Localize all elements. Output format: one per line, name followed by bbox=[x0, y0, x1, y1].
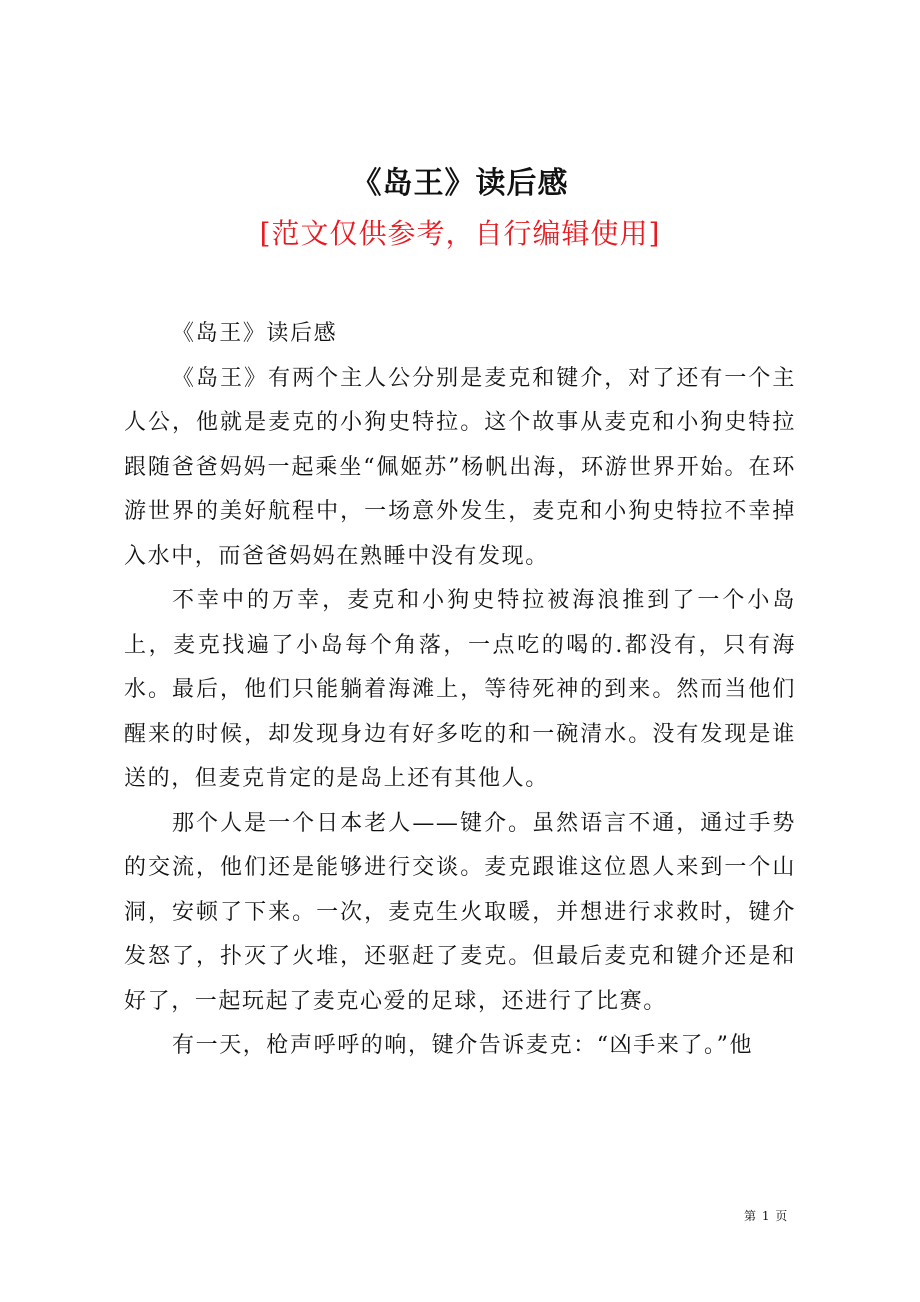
document-subtitle: [范文仅供参考，自行编辑使用] bbox=[259, 217, 661, 250]
paragraph: 《岛王》有两个主人公分别是麦克和键介，对了还有一个主人公，他就是麦克的小狗史特拉。这个故事从麦克和小狗史特拉跟随爸爸妈妈一起乘坐“佩姬苏”杨帆出海，环游世界开始。在环游世界的美好航程中，一场意外发生，麦克和小狗史特拉不幸掉入水中，而爸爸妈妈在熟睡中没有发现。 bbox=[124, 365, 796, 569]
document-title: 《岛王》读后感 bbox=[351, 166, 569, 201]
paragraph: 不幸中的万幸，麦克和小狗史特拉被海浪推到了一个小岛上，麦克找遍了小岛每个角落，一点吃的喝的.都没有，只有海水。最后，他们只能躺着海滩上，等待死神的到来。然而当他们醒来的时候，却发现身边有好多吃的和一碗清水。没有发现是谁送的，但麦克肯定的是岛上还有其他人。 bbox=[124, 588, 796, 791]
paragraph: 那个人是一个日本老人——键介。虽然语言不通，通过手势的交流，他们还是能够进行交谈。麦克跟谁这位恩人来到一个山洞，安顿了下来。一次，麦克生火取暖，并想进行求救时，键介发怒了，扑灭了火堆，还驱赶了麦克。但最后麦克和键介还是和好了，一起玩起了麦克心爱的足球，还进行了比赛。 bbox=[124, 810, 796, 1014]
paragraph: 《岛王》读后感 bbox=[172, 321, 338, 346]
document-body bbox=[124, 312, 796, 1069]
page-number: 第 1 页 bbox=[744, 1209, 789, 1223]
paragraph: 有一天，枪声呼呼的响，键介告诉麦克：“凶手来了。”他 bbox=[172, 1033, 754, 1058]
